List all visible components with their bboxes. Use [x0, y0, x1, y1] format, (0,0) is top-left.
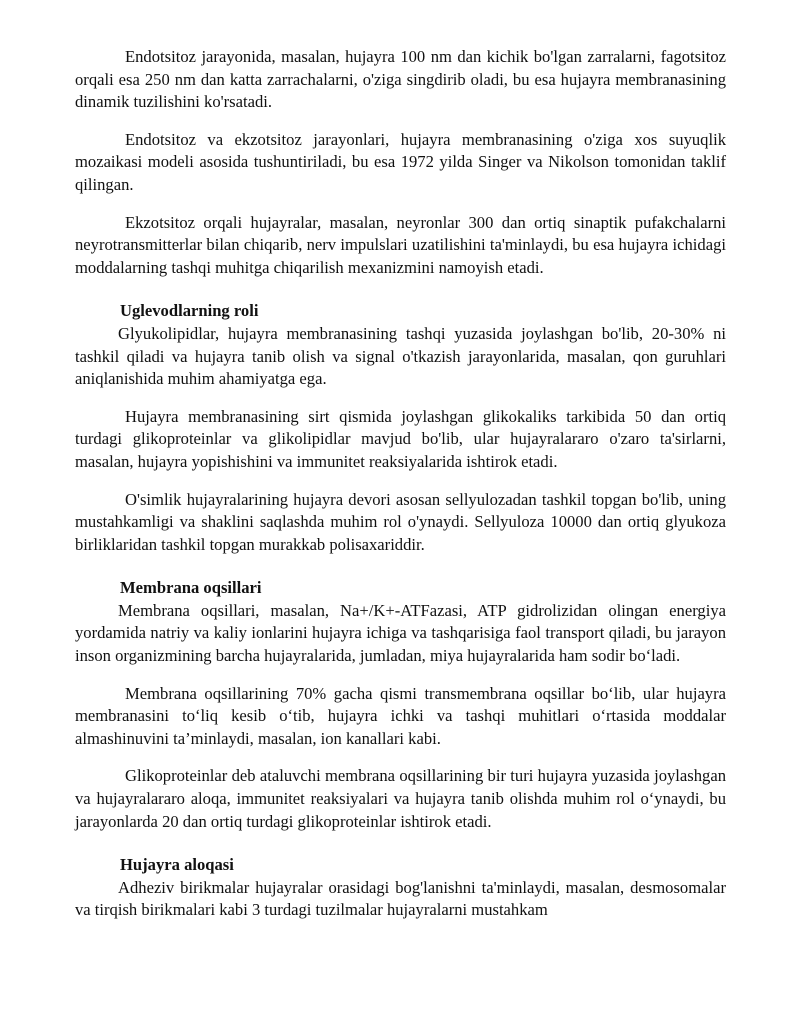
paragraph: Glikoproteinlar deb ataluvchi membrana oqsillarining bir turi hujayra yuzasida joylashgan va hujayralararo aloqa, immunitet reaksiyalari va hujayra tanib olishda muhim rol o‘ynaydi, bu jarayonlarda 20 dan ortiq turdagi glikoproteinlar ishtirok etadi.: [75, 766, 726, 831]
section-uglevodlar: [75, 300, 726, 556]
paragraph: Ekzotsitoz orqali hujayralar, masalan, neyronlar 300 dan ortiq sinaptik pufakchalarni neyrotransmitterlar bilan chiqarib, nerv impulslari uzatilishini ta'minlaydi, bu esa hujayra ichidagi moddalarning tashqi muhitga chiqarilish mexanizmini namoyish etadi.: [75, 212, 726, 277]
section-heading: Uglevodlarning roli: [120, 301, 259, 321]
section-heading: Hujayra aloqasi: [120, 855, 234, 875]
section-heading: Membrana oqsillari: [120, 578, 262, 598]
paragraph: Endotsitoz va ekzotsitoz jarayonlari, hujayra membranasining o'ziga xos suyuqlik mozaikasi modeli asosida tushuntiriladi, bu esa 1972 yilda Singer va Nikolson tomonidan taklif qilingan.: [75, 129, 726, 194]
paragraph: Adheziv birikmalar hujayralar orasidagi bog'lanishni ta'minlaydi, masalan, desmosomalar va tirqish birikmalari kabi 3 turdagi tuzilmalar hujayralarni mustahkam: [75, 877, 726, 920]
paragraph: O'simlik hujayralarining hujayra devori asosan sellyulozadan tashkil topgan bo'lib, uning mustahkamligi va shaklini saqlashda muhim rol o'ynaydi. Sellyuloza 10000 dan ortiq glyukoza birliklaridan tashkil topgan murakkab polisaxariddir.: [75, 489, 726, 554]
paragraph: Endotsitoz jarayonida, masalan, hujayra 100 nm dan kichik bo'lgan zarralarni, fagotsitoz orqali esa 250 nm dan katta zarrachalarni, o'ziga singdirib oladi, bu esa hujayra membranasining dinamik tuzilishini ko'rsatadi.: [75, 47, 726, 112]
section-membrana-oqsillari: [75, 577, 726, 833]
document-page: [75, 46, 726, 937]
section-intro: [75, 46, 726, 279]
paragraph: Hujayra membranasining sirt qismida joylashgan glikokaliks tarkibida 50 dan ortiq turdagi glikoproteinlar va glikolipidlar mavjud bo'lib, ular hujayralararo o'zaro ta'sirlarni, masalan, hujayra yopishishini va immunitet reaksiyalarida ishtirok etadi.: [75, 406, 726, 471]
paragraph: Membrana oqsillari, masalan, Na+/K+-ATFazasi, ATP gidrolizidan olingan energiya yordamida natriy va kaliy ionlarini hujayra ichiga va tashqarisiga faol transport qiladi, bu jarayon inson organizmining barcha hujayralarida, jumladan, miya hujayralarida ham sodir bo‘ladi.: [75, 600, 726, 666]
paragraph: Membrana oqsillarining 70% gacha qismi transmembrana oqsillar bo‘lib, ular hujayra membranasini to‘liq kesib o‘tib, hujayra ichki va tashqi muhitlari o‘rtasida moddalar almashinuvini ta’minlaydi, masalan, ion kanallari kabi.: [75, 683, 726, 748]
paragraph: Glyukolipidlar, hujayra membranasining tashqi yuzasida joylashgan bo'lib, 20-30% ni tashkil qiladi va hujayra tanib olish va signal o'tkazish jarayonlarida, masalan, qon guruhlari aniqlanishida muhim ahamiyatga ega.: [75, 323, 726, 389]
section-hujayra-aloqasi: [75, 854, 726, 922]
